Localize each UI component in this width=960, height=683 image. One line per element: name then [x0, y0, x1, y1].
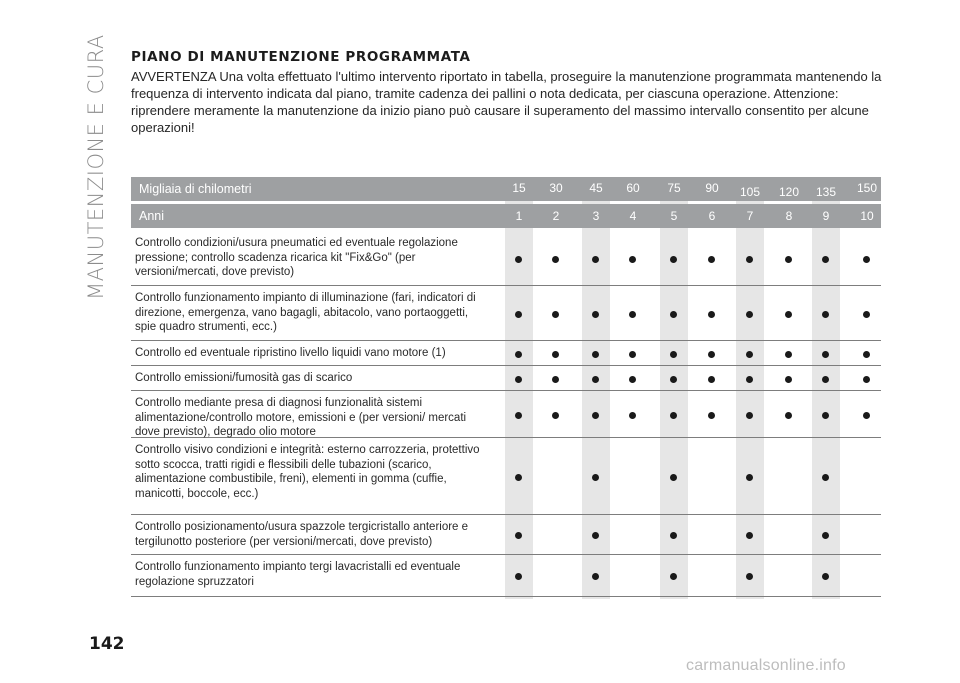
- maintenance-dot: [552, 256, 559, 263]
- maintenance-dot: [708, 351, 715, 358]
- maintenance-dot: [746, 256, 753, 263]
- maintenance-dot: [708, 412, 715, 419]
- maintenance-dot: [552, 311, 559, 318]
- maintenance-dot: [746, 532, 753, 539]
- section-side-title-text: MANUTENZIONE E CURA: [84, 34, 108, 300]
- year-value: 6: [708, 209, 716, 223]
- maintenance-dot: [785, 351, 792, 358]
- maintenance-dot: [785, 376, 792, 383]
- km-value: 90: [705, 181, 719, 195]
- operation-description: Controllo emissioni/fumosità gas di scarico: [135, 372, 353, 384]
- km-header-row: [131, 177, 881, 201]
- table-row: [131, 515, 881, 555]
- maintenance-dot: [592, 351, 599, 358]
- maintenance-dot: [629, 412, 636, 419]
- maintenance-dot: [746, 311, 753, 318]
- maintenance-dot: [822, 474, 829, 481]
- page-heading: PIANO DI MANUTENZIONE PROGRAMMATA: [131, 49, 471, 65]
- year-value: 7: [746, 209, 754, 223]
- year-header-row: [131, 204, 881, 228]
- km-value: 150: [856, 181, 878, 195]
- operation-description: Controllo posizionamento/usura spazzole tergicristallo anteriore e tergilunotto posteriore (per versioni/mercati, dove previsto): [135, 521, 469, 548]
- maintenance-dot: [863, 376, 870, 383]
- year-value: 10: [860, 209, 874, 223]
- table-row: [131, 366, 881, 391]
- maintenance-dot: [629, 256, 636, 263]
- maintenance-dot: [629, 311, 636, 318]
- km-value: 15: [512, 181, 526, 195]
- maintenance-dot: [592, 256, 599, 263]
- maintenance-dot: [822, 412, 829, 419]
- maintenance-dot: [515, 412, 522, 419]
- maintenance-dot: [863, 256, 870, 263]
- page-number: 142: [89, 634, 125, 654]
- km-value: 45: [589, 181, 603, 195]
- warning-paragraph: AVVERTENZA Una volta effettuato l'ultimo intervento riportato in tabella, proseguire la manutenzione programmata mantenendo la frequenza di intervento indicata dal piano, tramite cadenza dei pallini o nota dedicata, per ciascuna operazione. Attenzione: riprendere meramente la manutenzione da inizio piano può causare il superamento del massimo intervallo consentito per alcune operazioni!: [131, 69, 882, 135]
- maintenance-dot: [592, 474, 599, 481]
- maintenance-dot: [552, 376, 559, 383]
- maintenance-dot: [592, 532, 599, 539]
- year-value: 2: [552, 209, 560, 223]
- km-value: 105: [739, 185, 761, 199]
- maintenance-dot: [822, 376, 829, 383]
- maintenance-dot: [515, 532, 522, 539]
- operation-description: Controllo mediante presa di diagnosi funzionalità sistemi alimentazione/controllo motore, emissioni e (per versioni/ mercati dove previsto), degrado olio motore: [135, 397, 467, 438]
- table-row: [131, 391, 881, 438]
- maintenance-dot: [746, 351, 753, 358]
- table-row: [131, 438, 881, 515]
- maintenance-dot: [515, 474, 522, 481]
- maintenance-dot: [515, 376, 522, 383]
- operation-description: Controllo condizioni/usura pneumatici ed eventuale regolazione pressione; controllo scadenza ricarica kit "Fix&Go" (per versioni/mercati, dove previsto): [135, 237, 458, 278]
- maintenance-dot: [629, 376, 636, 383]
- maintenance-dot: [592, 376, 599, 383]
- year-value: 8: [785, 209, 793, 223]
- maintenance-dot: [670, 311, 677, 318]
- table-row: [131, 231, 881, 286]
- maintenance-dot: [670, 351, 677, 358]
- year-value: 1: [515, 209, 523, 223]
- maintenance-dot: [863, 311, 870, 318]
- maintenance-dot: [746, 376, 753, 383]
- km-value: 75: [667, 181, 681, 195]
- maintenance-dot: [552, 412, 559, 419]
- table-row: [131, 555, 881, 597]
- year-value: 3: [592, 209, 600, 223]
- maintenance-dot: [822, 256, 829, 263]
- maintenance-dot: [670, 573, 677, 580]
- maintenance-dot: [670, 376, 677, 383]
- maintenance-dot: [785, 256, 792, 263]
- operation-description: Controllo ed eventuale ripristino livello liquidi vano motore (1): [135, 347, 446, 359]
- maintenance-dot: [822, 532, 829, 539]
- km-value: 120: [778, 185, 800, 199]
- table-row: [131, 286, 881, 341]
- maintenance-dot: [515, 311, 522, 318]
- year-header-label: Anni: [139, 209, 165, 223]
- table-row: [131, 341, 881, 366]
- maintenance-dot: [708, 256, 715, 263]
- maintenance-dot: [708, 376, 715, 383]
- operation-description: Controllo visivo condizioni e integrità: esterno carrozzeria, protettivo sotto scocca, tratti rigidi e flessibili delle tubazioni (scarico, alimentazione combustibile, freni), elementi in gomma (cuffie, manicotti, boccole, ecc.): [135, 444, 480, 500]
- maintenance-dot: [670, 474, 677, 481]
- maintenance-dot: [822, 311, 829, 318]
- maintenance-dot: [746, 474, 753, 481]
- maintenance-dot: [746, 573, 753, 580]
- operation-description: Controllo funzionamento impianto di illuminazione (fari, indicatori di direzione, emergenza, vano bagagli, abitacolo, vano portaoggetti, spie quadro strumenti, ecc.): [135, 292, 476, 333]
- maintenance-dot: [822, 573, 829, 580]
- year-value: 5: [670, 209, 678, 223]
- km-value: 60: [626, 181, 640, 195]
- maintenance-dot: [515, 573, 522, 580]
- maintenance-dot: [515, 351, 522, 358]
- maintenance-dot: [746, 412, 753, 419]
- maintenance-dot: [708, 311, 715, 318]
- maintenance-dot: [670, 256, 677, 263]
- maintenance-dot: [785, 412, 792, 419]
- maintenance-dot: [592, 412, 599, 419]
- operation-description: Controllo funzionamento impianto tergi lavacristalli ed eventuale regolazione spruzzatori: [135, 561, 461, 588]
- maintenance-dot: [592, 573, 599, 580]
- year-value: 4: [629, 209, 637, 223]
- km-value: 30: [549, 181, 563, 195]
- maintenance-dot: [822, 351, 829, 358]
- year-value: 9: [822, 209, 830, 223]
- maintenance-dot: [670, 412, 677, 419]
- maintenance-dot: [785, 311, 792, 318]
- watermark: carmanualsonline.info: [686, 657, 846, 674]
- maintenance-dot: [515, 256, 522, 263]
- km-value: 135: [815, 185, 837, 199]
- km-header-label: Migliaia di chilometri: [139, 182, 252, 196]
- maintenance-dot: [863, 351, 870, 358]
- maintenance-dot: [863, 412, 870, 419]
- maintenance-dot: [552, 351, 559, 358]
- maintenance-dot: [670, 532, 677, 539]
- maintenance-dot: [629, 351, 636, 358]
- maintenance-dot: [592, 311, 599, 318]
